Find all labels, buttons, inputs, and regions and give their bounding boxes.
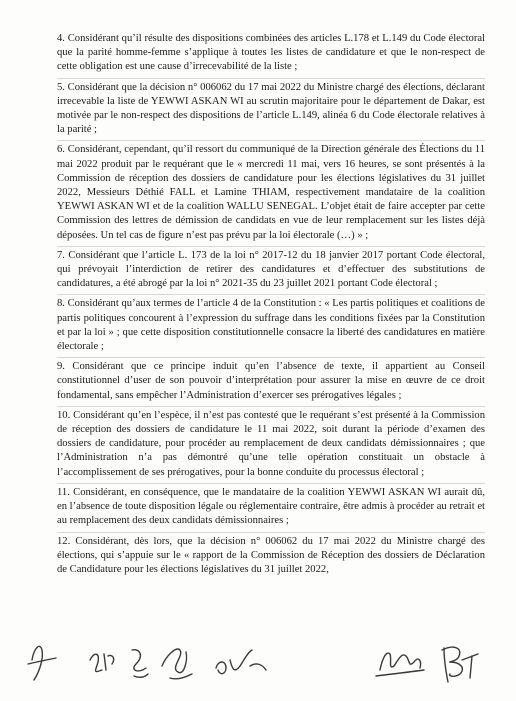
paragraph-9: 9. Considérant que ce principe induit qu’en l’absence de texte, il appartient au Conseil constitutionnel d’user de son pouvoir d’interprétation pour assurer la mise en œuvre de ce droit fondamental, sans empêcher l’Administration d’exercer ses prérogatives légales ; (57, 358, 485, 407)
paragraph-5: 5. Considérant que la décision n° 006062 du 17 mai 2022 du Ministre chargé des élections, déclarant irrecevable la liste de YEWWI ASKAN WI au scrutin majoritaire pour le département de Dakar, est motivée par le non-respect des dispositions de l’article L.149, alinéa 6 du Code électorale relatives à la parité ; (57, 79, 485, 142)
paragraph-8: 8. Considérant qu’aux termes de l’article 4 de la Constitution : « Les partis politiques et coalitions de partis politiques concourent à l’expression du suffrage dans les conditions fixées par la Constitution et par la loi » ; que cette disposition constitutionnelle consacre la liberté des candidatures en matière électorale ; (57, 295, 485, 358)
signature-2 (90, 654, 114, 672)
handwritten-signatures (20, 630, 496, 694)
signature-row (20, 630, 496, 694)
paragraph-7: 7. Considérant que l’article L. 173 de la loi n° 2017-12 du 18 janvier 2017 portant Code électoral, qui prévoyait l’interdiction de retirer des candidatures et d’effectuer des substitutions de candidatures, a été abrogé par la loi n° 2021-35 du 23 juillet 2021 portant Code électoral ; (57, 247, 485, 296)
paragraph-12: 12. Considérant, dès lors, que la décision n° 006062 du 17 mai 2022 du Ministre chargé des élections, qui s’appuie sur le « rapport de la Commission de Réception des dossiers de Déclaration de Candidature pour les élections législatives du 31 juillet 2022, (57, 535, 485, 575)
signature-1 (28, 646, 56, 680)
signature-3 (132, 650, 148, 678)
signature-7 (442, 647, 478, 682)
paragraph-11: 11. Considérant, en conséquence, que le mandataire de la coalition YEWWI ASKAN WI aurait dû, en l’absence de toute disposition légale ou réglementaire contraire, être admis à procéder au retrait et au remplacement des deux candidats démissionnaires ; (57, 484, 485, 533)
signature-4 (162, 649, 192, 679)
paragraph-4: 4. Considérant qu’il résulte des dispositions combinées des articles L.178 et L.149 du Code électoral que la parité homme-femme s’applique à toutes les listes de candidature et que le non-respect de cette obligation est une cause d’irrecevabilité de la liste ; (57, 30, 485, 79)
document-body (57, 30, 485, 580)
signature-6 (376, 653, 424, 676)
paragraph-6: 6. Considérant, cependant, qu’il ressort du communiqué de la Direction générale des Élections du 11 mai 2022 produit par le requérant que le « mercredi 11 mai, vers 16 heures, se sont présentés à la Commission de réception des dossiers de candidature pour les élections législatives du 31 juillet 2022, Messieurs Déthié FALL et Lamine THIAM, respectivement mandataire de la coalition YEWWI ASKAN WI et de la coalition WALLU SENEGAL. L’objet était de faire accepter par cette Commission des lettres de démission de candidats en vue de leur remplacement sur les listes déjà déposées. Un tel cas de figure n’est pas prévu par la loi électorale (…) » ; (57, 141, 485, 246)
paragraph-10: 10. Considérant qu’en l’espèce, il n’est pas contesté que le requérant s’est présenté à la Commission de réception des dossiers de candidature le 11 mai 2022, soit durant la période d’examen des dossiers de candidature, pour procéder au remplacement de deux candidats démissionnaires ; que l’Administration n’a pas démontré qu’une telle opération constituait un obstacle à l’accomplissement de ses prérogatives, pour la bonne conduite du processus électoral ; (57, 407, 485, 484)
signature-5 (216, 650, 266, 674)
